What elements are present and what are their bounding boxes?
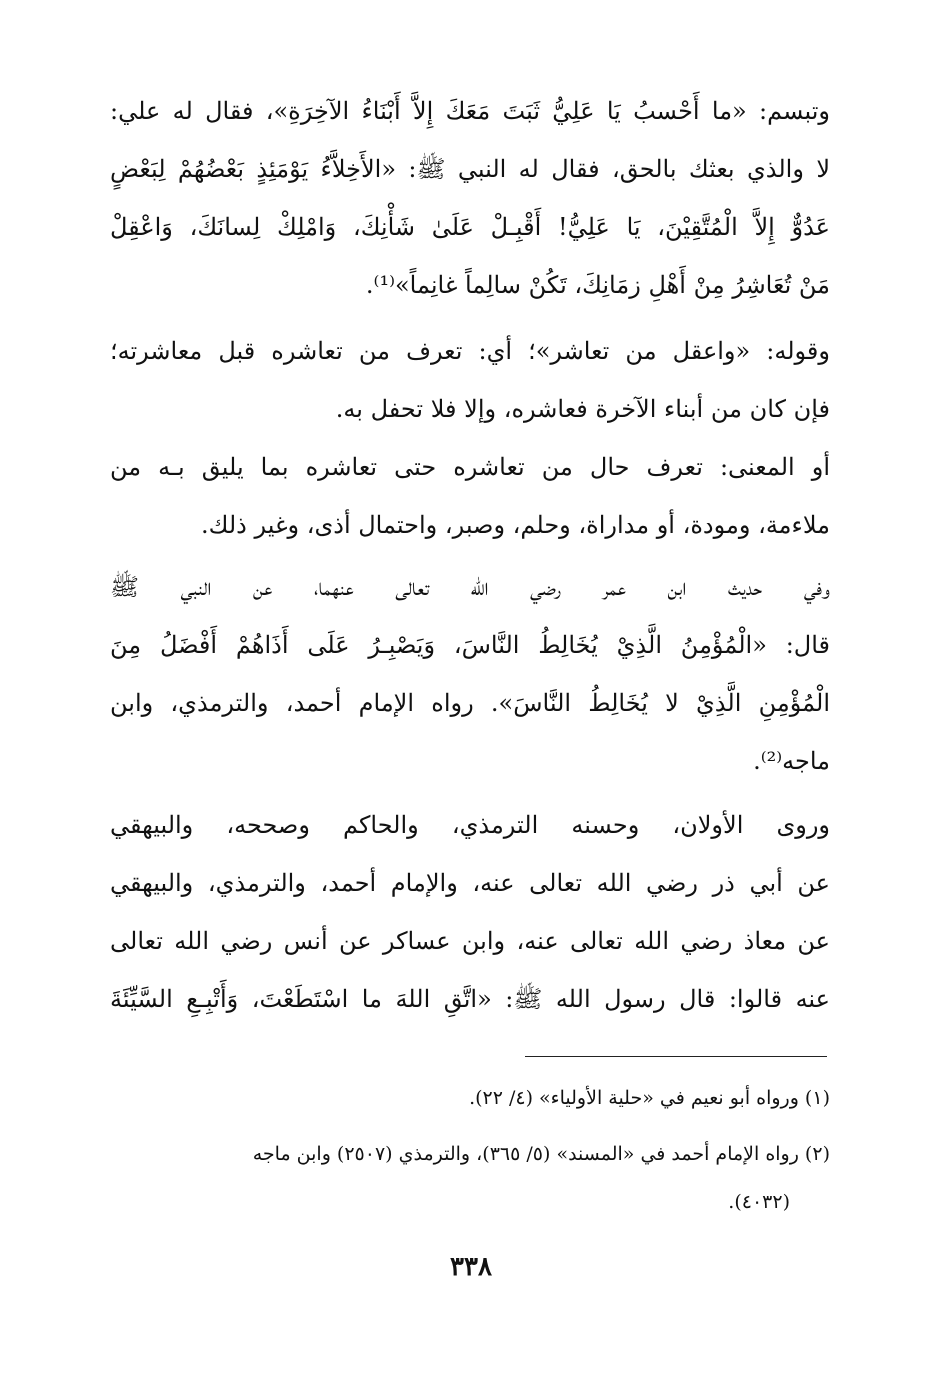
paragraph-5 xyxy=(110,796,830,1028)
text-line: وتبسم: «ما أَحْسبُ يَا عَلِيُّ ثَبَتَ مَعَكَ إِلاَّ أَبْنَاءُ الآخِرَةِ»، فقال له علي: xyxy=(110,97,830,125)
text-line: وقوله: «واعقل من تعاشر»؛ أي: تعرف من تعاشره قبل معاشرته؛ xyxy=(110,337,830,365)
text-line: ملاءمة، ومودة، أو مداراة، وحلم، وصبر، واحتمال أذى، وغير ذلك. xyxy=(200,511,830,539)
text-line: عن أبي ذر رضي الله تعالى عنه، والإمام أحمد، والترمذي، والبيهقي xyxy=(110,869,830,897)
footnote-divider xyxy=(525,1056,827,1057)
paragraph-1 xyxy=(110,82,830,314)
paragraph-3 xyxy=(110,438,830,554)
text-line: وروى الأولان، وحسنه الترمذي، والحاكم وصححه، والبيهقي xyxy=(110,811,830,839)
text-line: لا والذي بعثك بالحق، فقال له النبي ﷺ: «الأَخِلاَّءُ يَوْمَئِذٍ بَعْضُهُمْ لِبَعْضٍ xyxy=(110,155,831,183)
footnote-2 xyxy=(118,1130,830,1226)
footnote-line: (٢) رواه الإمام أحمد في «المسند» (٥/ ٣٦٥)، والترمذي (٢٥٠٧) وابن ماجه xyxy=(252,1143,830,1165)
text-line: مَنْ تُعَاشِرُ مِنْ أَهْلِ زمَانِكَ، تَكُنْ سالِماً غانِماً»⁽¹⁾. xyxy=(365,271,830,299)
footnote-1 xyxy=(118,1074,830,1122)
text-line: فإن كان من أبناء الآخرة فعاشره، وإلا فلا تحفل به. xyxy=(335,395,830,423)
text-line: عنه قالوا: قال رسول الله ﷺ: «اتَّقِ اللهَ ما اسْتَطَعْتَ، وَأَتْبِـعِ السَّيِّئَةَ xyxy=(110,985,830,1013)
page-number: ٣٣٨ xyxy=(450,1252,492,1282)
footnote-line: (٤٠٣٢). xyxy=(728,1191,790,1213)
text-line: عن معاذ رضي الله تعالى عنه، وابن عساكر عن أنس رضي الله تعالى xyxy=(110,927,830,955)
text-line: عَدُوٌّ إِلاَّ الْمُتَّقِيْنَ، يَا عَلِيُّ! أَقْبِـلْ عَلَىٰ شَأْنِكَ، وَامْلِكْ لِسانَكَ، وَاعْقِلْ xyxy=(110,213,830,241)
text-line: أو المعنى: تعرف حال من تعاشره حتى تعاشره بما يليق بـه من xyxy=(110,453,830,481)
text-line: قال: «الْمُؤْمِنُ الَّذِيْ يُخَالِطُ النَّاسَ، وَيَصْبِـرُ عَلَى أَذَاهُمْ أَفْضَلُ مِنَ xyxy=(110,631,830,659)
footnote-line: (١) ورواه أبو نعيم في «حلية الأولياء» (٤/ ٢٢). xyxy=(469,1087,830,1109)
text-line: الْمُؤْمِنِ الَّذِيْ لا يُخَالِطُ النَّاسَ». رواه الإمام أحمد، والترمذي، وابن xyxy=(110,689,830,717)
text-line: ماجه⁽²⁾. xyxy=(753,747,830,775)
paragraph-2 xyxy=(110,322,830,438)
paragraph-4 xyxy=(110,558,830,790)
text-line: وفي حديث ابن عمر رضي الله تعالى عنهما، عن النبي ﷺ xyxy=(110,573,830,601)
